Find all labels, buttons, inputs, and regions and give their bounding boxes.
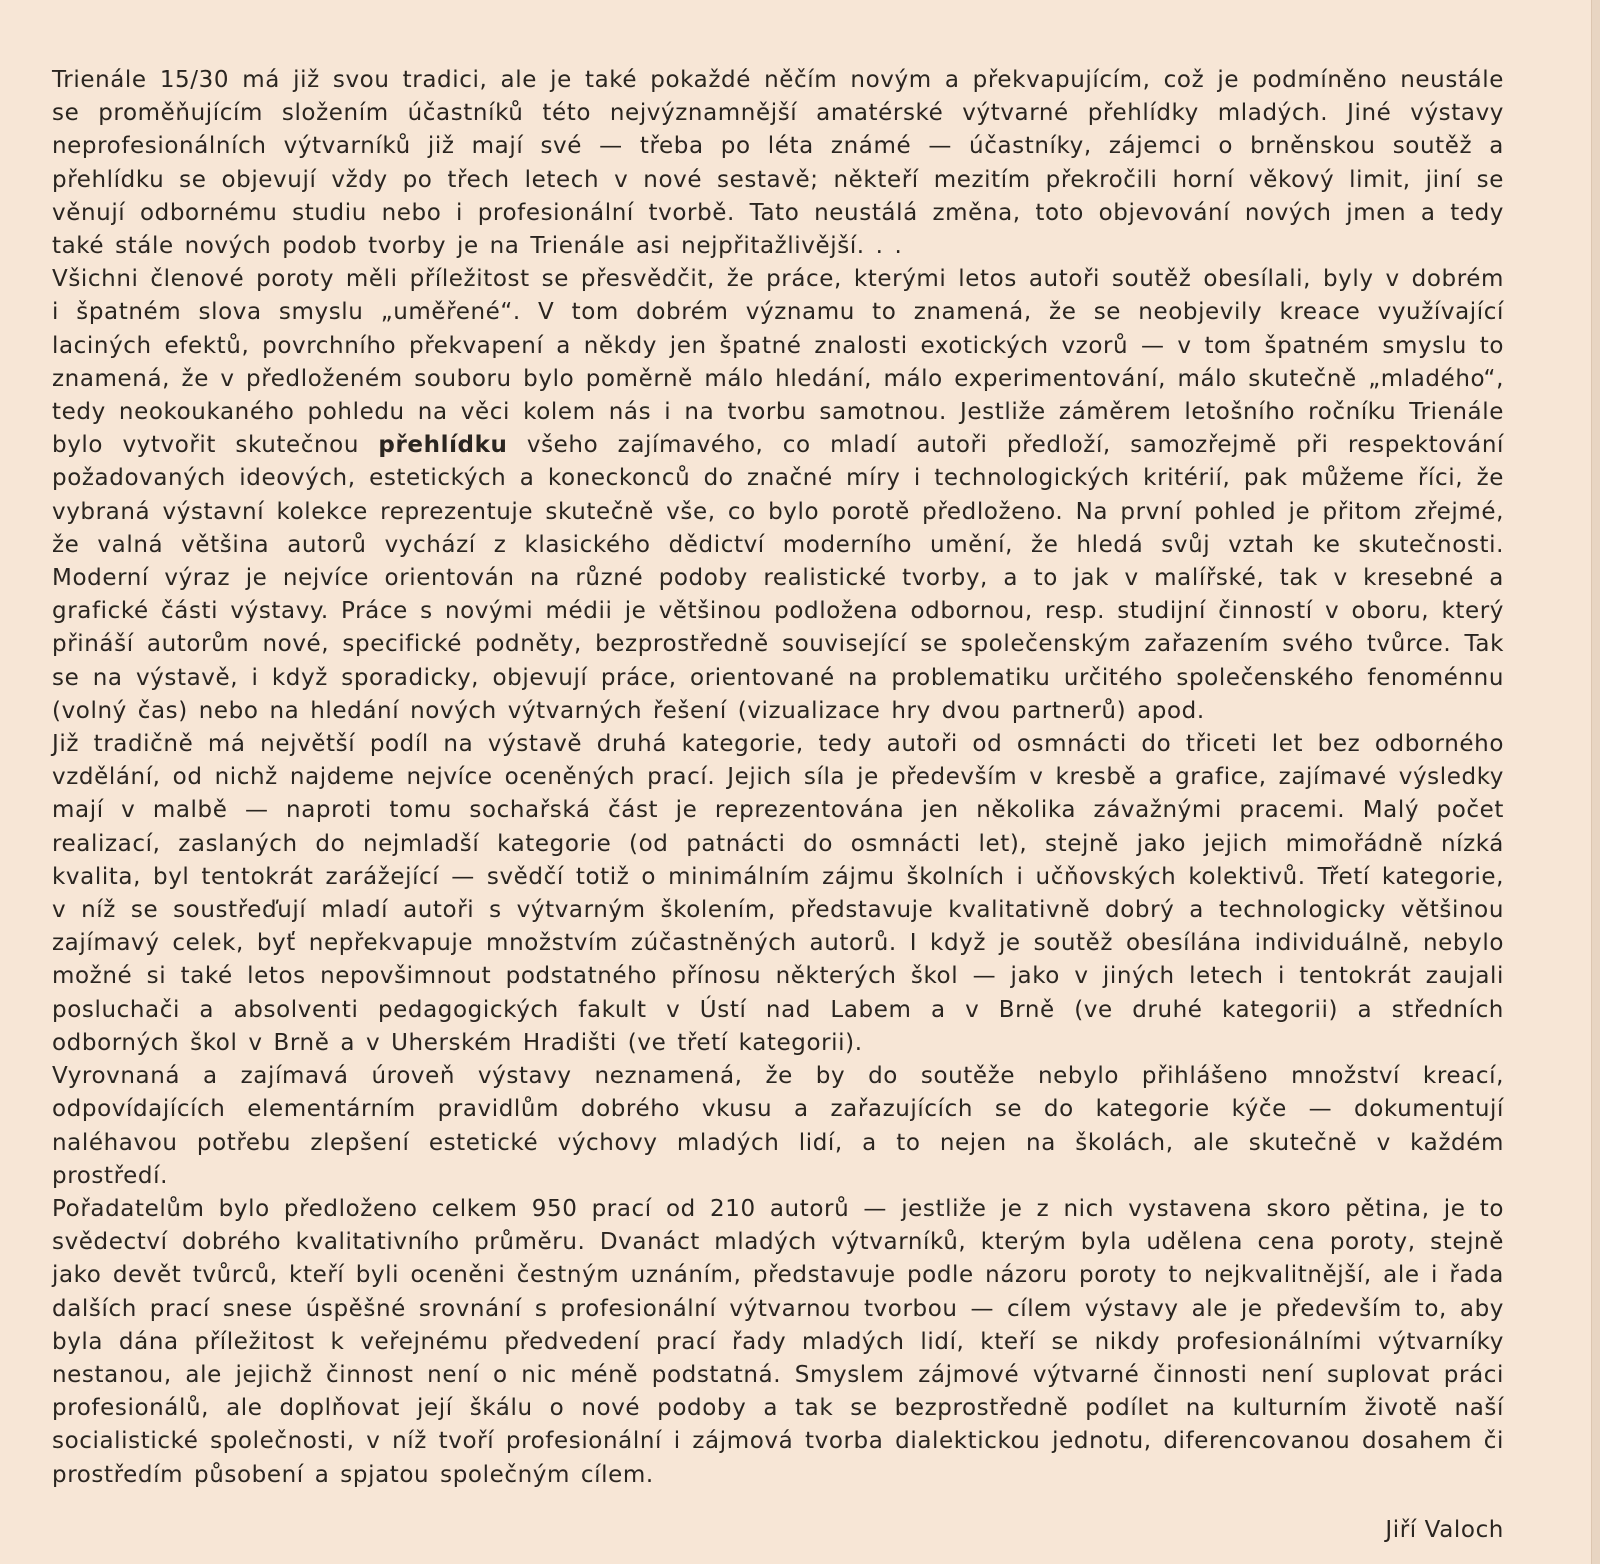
page-edge xyxy=(1591,0,1600,1564)
paragraph-2-bold-word: přehlídku xyxy=(378,432,508,459)
paragraph-2-part-2: všeho zajímavého, co mladí autoři předloží, samozřejmě při respektování požadovaných ideových, estetických a koneckonců do značné míry i technologických kritérií, pak můžeme říci, že vybraná výstavní kolekce reprezentuje skutečně vše, co bylo porotě předloženo. Na první pohled je přitom zřejmé, že valná většina autorů vychází z klasického dědictví moderního umění, že hledá svůj vztah ke skutečnosti. Moderní výraz je nejvíce orientován na různé podoby realistické tvorby, a to jak v malířské, tak v kresebné a grafické části výstavy. Práce s novými médii je většinou podložena odbornou, resp. studijní činností v oboru, který přináší autorům nové, specifické podněty, bezprostředně související se společenským zařazením svého tvůrce. Tak se na výstavě, i když sporadicky, objevují práce, orientované na problematiku určitého společenského fenoménnu (volný čas) nebo na hledání nových výtvarných řešení (vizualizace hry dvou partnerů) apod. xyxy=(52,432,1504,724)
author-signature: Jiří Valoch xyxy=(1385,1517,1504,1543)
paragraph-3: Již tradičně má největší podíl na výstavě druhá kategorie, tedy autoři od osmnácti do třiceti let bez odborného vzdělání, od nichž najdeme nejvíce oceněných prací. Jejich síla je především v kresbě a grafice, zajímavé výsledky mají v malbě — naproti tomu sochařská část je reprezentována jen několika závažnými pracemi. Malý počet realizací, zaslaných do nejmladší kategorie (od patnácti do osmnácti let), stejně jako jejich mimořádně nízká kvalita, byl tentokrát zarážející — svědčí totiž o minimálním zájmu školních i učňovských kolektivů. Třetí kategorie, v níž se soustřeďují mladí autoři s výtvarným školením, představuje kvalitativně dobrý a technologicky většinou zajímavý celek, byť nepřekvapuje množstvím zúčastněných autorů. I když je soutěž obesílána individuálně, nebylo možné si také letos nepovšimnout podstatného přínosu některých škol — jako v jiných letech i tentokrát zaujali posluchači a absolventi pedagogických fakult v Ústí nad Labem a v Brně (ve druhé kategorii) a středních odborných škol v Brně a v Uherském Hradišti (ve třetí kategorii). xyxy=(52,731,1504,1056)
paragraph-2 xyxy=(52,263,1504,728)
paragraph-4: Vyrovnaná a zajímavá úroveň výstavy neznamená, že by do soutěže nebylo přihlášeno množství kreací, odpovídajících elementárním pravidlům dobrého vkusu a zařazujících se do kategorie kýče — dokumentují naléhavou potřebu zlepšení estetické výchovy mladých lidí, a to nejen na školách, ale skutečně v každém prostředí. xyxy=(52,1063,1504,1189)
article-body xyxy=(52,64,1504,1492)
paragraph-1: Trienále 15/30 má již svou tradici, ale je také pokaždé něčím novým a překvapujícím, což je podmíněno neustále se proměňujícím složením účastníků této nejvýznamnější amatérské výtvarné přehlídky mladých. Jiné výstavy neprofesionálních výtvarníků již mají své — třeba po léta známé — účastníky, zájemci o brněnskou soutěž a přehlídku se objevují vždy po třech letech v nové sestavě; někteří mezitím překročili horní věkový limit, jiní se věnují odbornému studiu nebo i profesionální tvorbě. Tato neustálá změna, toto objevování nových jmen a tedy také stále nových podob tvorby je na Trienále asi nejpřitažlivější. . . xyxy=(52,67,1504,260)
paragraph-5: Pořadatelům bylo předloženo celkem 950 prací od 210 autorů — jestliže je z nich vystavena skoro pětina, je to svědectví dobrého kvalitativního průměru. Dvanáct mladých výtvarníků, kterým byla udělena cena poroty, stejně jako devět tvůrců, kteří byli oceněni čestným uznáním, představuje podle názoru poroty to nejkvalitnější, ale i řada dalších prací snese úspěšné srovnání s profesionální výtvarnou tvorbou — cílem výstavy ale je především to, aby byla dána příležitost k veřejnému předvedení prací řady mladých lidí, kteří se nikdy profesionálními výtvarníky nestanou, ale jejichž činnost není o nic méně podstatná. Smyslem zájmové výtvarné činnosti není suplovat práci profesionálů, ale doplňovat její škálu o nové podoby a tak se bezprostředně podílet na kulturním životě naší socialistické společnosti, v níž tvoří profesionální i zájmová tvorba dialektickou jednotu, diferencovanou dosahem či prostředím působení a spjatou společným cílem. xyxy=(52,1195,1504,1488)
paragraph-2-part-1: Všichni členové poroty měli příležitost se přesvědčit, že práce, kterými letos autoři soutěž obesílali, byly v dobrém i špatném slova smyslu „uměřené“. V tom dobrém významu to znamená, že se neobjevily kreace využívající laciných efektů, povrchního překvapení a někdy jen špatné znalosti exotických vzorů — v tom špatném smyslu to znamená, že v předloženém souboru bylo poměrně málo hledání, málo experimentování, málo skutečně „mladého“, tedy neokoukaného pohledu na věci kolem nás i na tvorbu samotnou. Jestliže záměrem letošního ročníku Trienále bylo vytvořit skutečnou xyxy=(52,266,1504,459)
